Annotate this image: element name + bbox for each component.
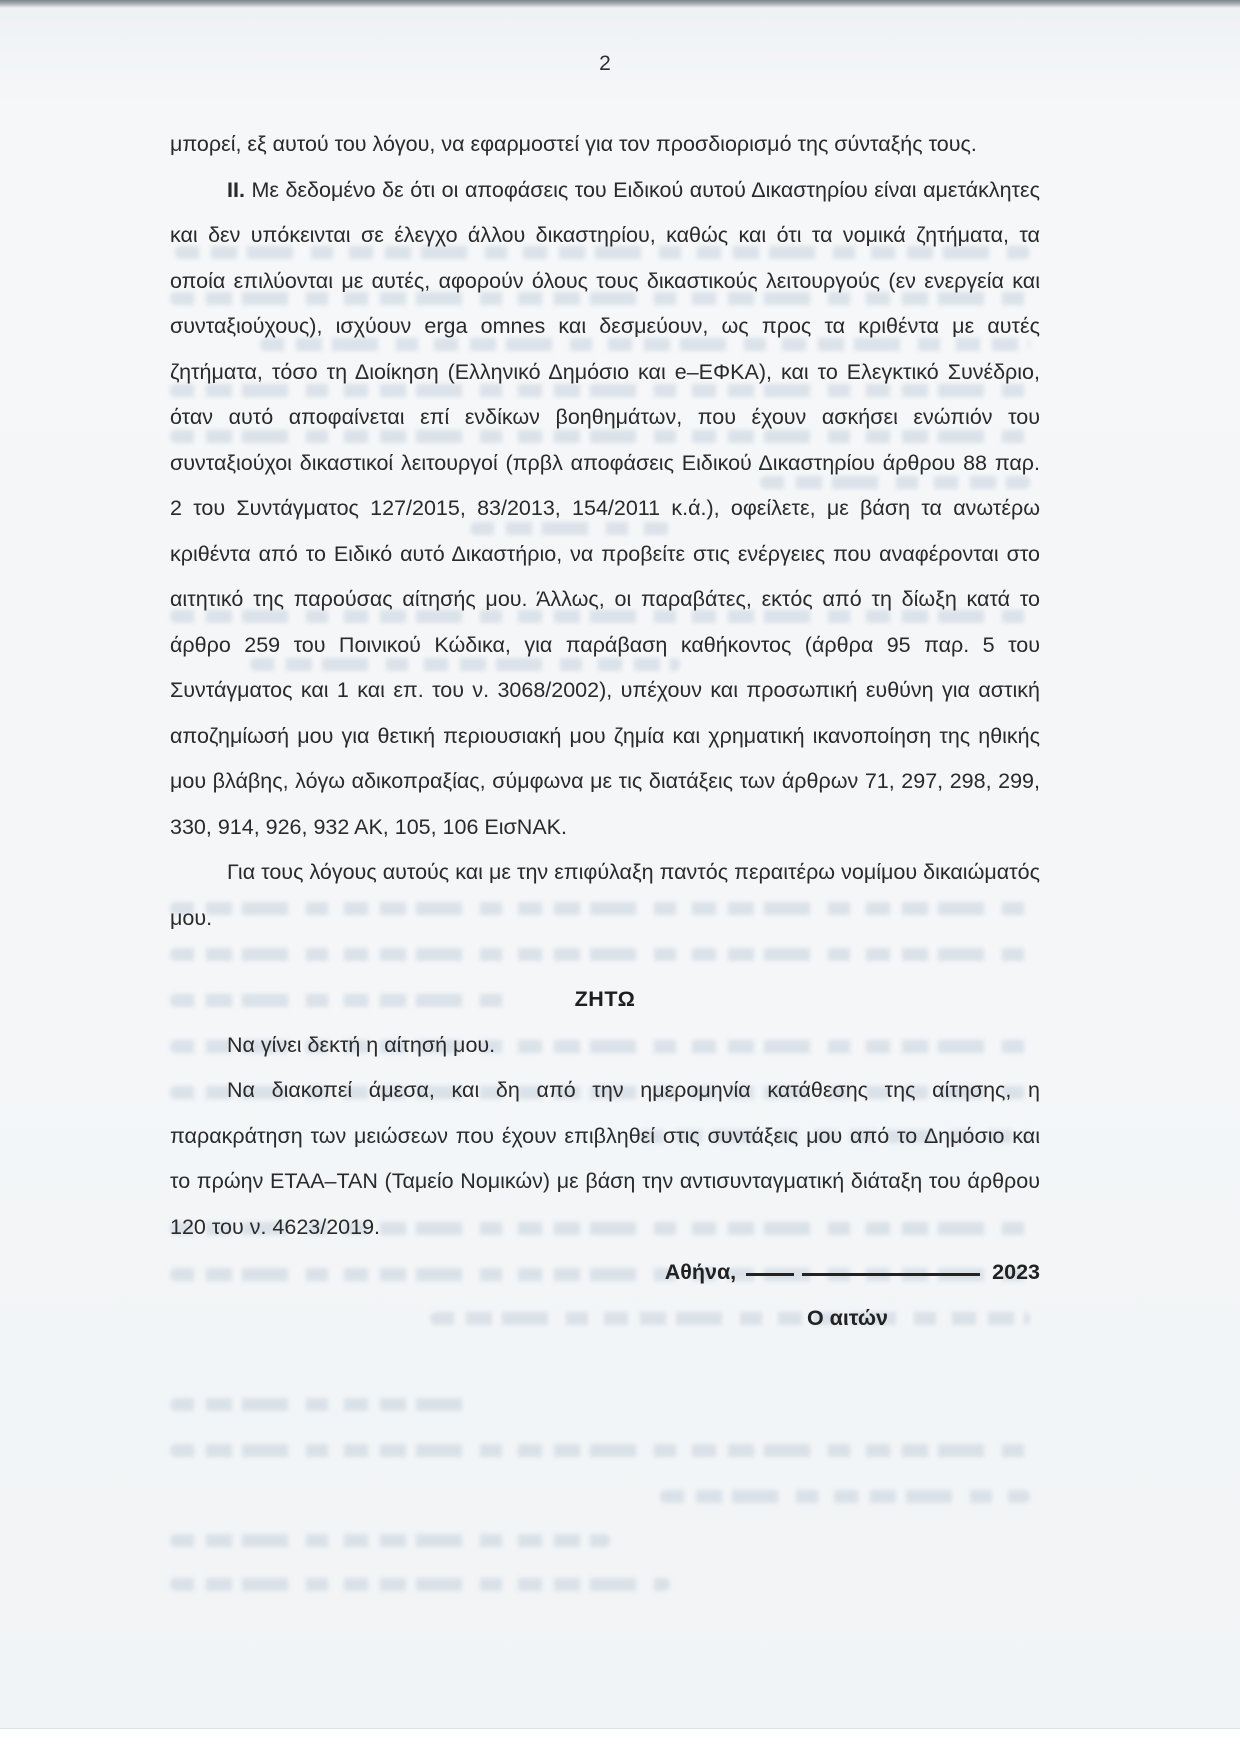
request-item-1: Να γίνει δεκτή η αίτησή μου. xyxy=(227,1032,496,1057)
closing-paragraph: Για τους λόγους αυτούς και με την επιφύλαξη παντός περαιτέρω νομίμου δικαιώματός μου. xyxy=(170,860,1040,930)
bleedthrough-line xyxy=(170,1534,610,1547)
request-item-2: Να διακοπεί άμεσα, και δη από την ημερομηνία κατάθεσης της αίτησης, η παρακράτηση των μειώσεων που έχουν επιβληθεί στις συντάξεις μου από το Δημόσιο και το πρώην ΕΤΑΑ–ΤΑΝ (Ταμείο Νομικών) με βάση την αντισυνταγματική διάταξη του άρθρου 120 του ν. 4623/2019. xyxy=(170,1078,1040,1239)
page-number: 2 xyxy=(599,52,611,75)
scan-top-edge xyxy=(0,0,1240,8)
bleedthrough-line xyxy=(660,1490,1030,1503)
section-ii-text: Με δεδομένο δε ότι οι αποφάσεις του Ειδικού αυτού Δικαστηρίου είναι αμετάκλητες και δεν υπόκεινται σε έλεγχο άλλου δικαστηρίου, καθώς και ότι τα νομικά ζητήματα, τα οποία επιλύονται με αυτές, αφορούν όλους τους δικαστικούς λειτουργούς (εν ενεργεία και συνταξιούχους), ισχύουν erga omnes και δεσμεύουν, ως προς τα κριθέντα με αυτές ζητήματα, τόσο τη Διοίκηση (Ελληνικό Δημόσιο και e–ΕΦΚΑ), και το Ελεγκτικό Συνέδριο, όταν αυτό αποφαίνεται επί ενδίκων βοηθημάτων, που έχουν ασκήσει ενώπιόν του συνταξιούχοι δικαστικοί λειτουργοί (πρβλ αποφάσεις Ειδικού Δικαστηρίου άρθρου 88 παρ. 2 του Συντάγματος 127/2015, 83/2013, 154/2011 κ.ά.), οφείλετε, με βάση τα ανωτέρω κριθέντα από το Ειδικό αυτό Δικαστήριο, να προβείτε στις ενέργειες που αναφέρονται στο αιτητικό της παρούσας αίτησής μου. Άλλως, οι παραβάτες, εκτός από τη δίωξη κατά το άρθρο 259 του Ποινικού Κώδικα, για παράβαση καθήκοντος (άρθρα 95 παρ. 5 του Συντάγματος και 1 και επ. του ν. 3068/2002), υπέχουν και προσωπική ευθύνη για αστική αποζημίωσή μου για θετική περιουσιακή μου ζημία και χρηματική ικανοποίηση της ηθικής μου βλάβης, λόγω αδικοπραξίας, σύμφωνα με τις διατάξεις των άρθρων 71, 297, 298, 299, 330, 914, 926, 932 ΑΚ, 105, 106 ΕισΝΑΚ. xyxy=(170,177,1040,839)
date-day-blank xyxy=(746,1271,794,1276)
section-ii-paragraph xyxy=(170,168,1040,851)
date-month-blank xyxy=(802,1271,980,1276)
date-year: 2023 xyxy=(992,1260,1040,1284)
demand-heading: ΖΗΤΩ xyxy=(574,987,636,1011)
paragraph-continuation: μπορεί, εξ αυτού του λόγου, να εφαρμοστεί για τον προσδιορισμό της σύνταξής τους. xyxy=(170,132,977,156)
bleedthrough-line xyxy=(170,1398,470,1411)
date-city-label: Αθήνα, xyxy=(664,1260,737,1284)
bleedthrough-line xyxy=(170,1578,670,1591)
section-ii-label: II. xyxy=(227,177,245,202)
bleedthrough-line xyxy=(170,1444,1030,1457)
signature-label: Ο αιτών xyxy=(806,1305,888,1330)
document-body xyxy=(170,122,1040,1341)
date-line xyxy=(170,1250,1040,1296)
